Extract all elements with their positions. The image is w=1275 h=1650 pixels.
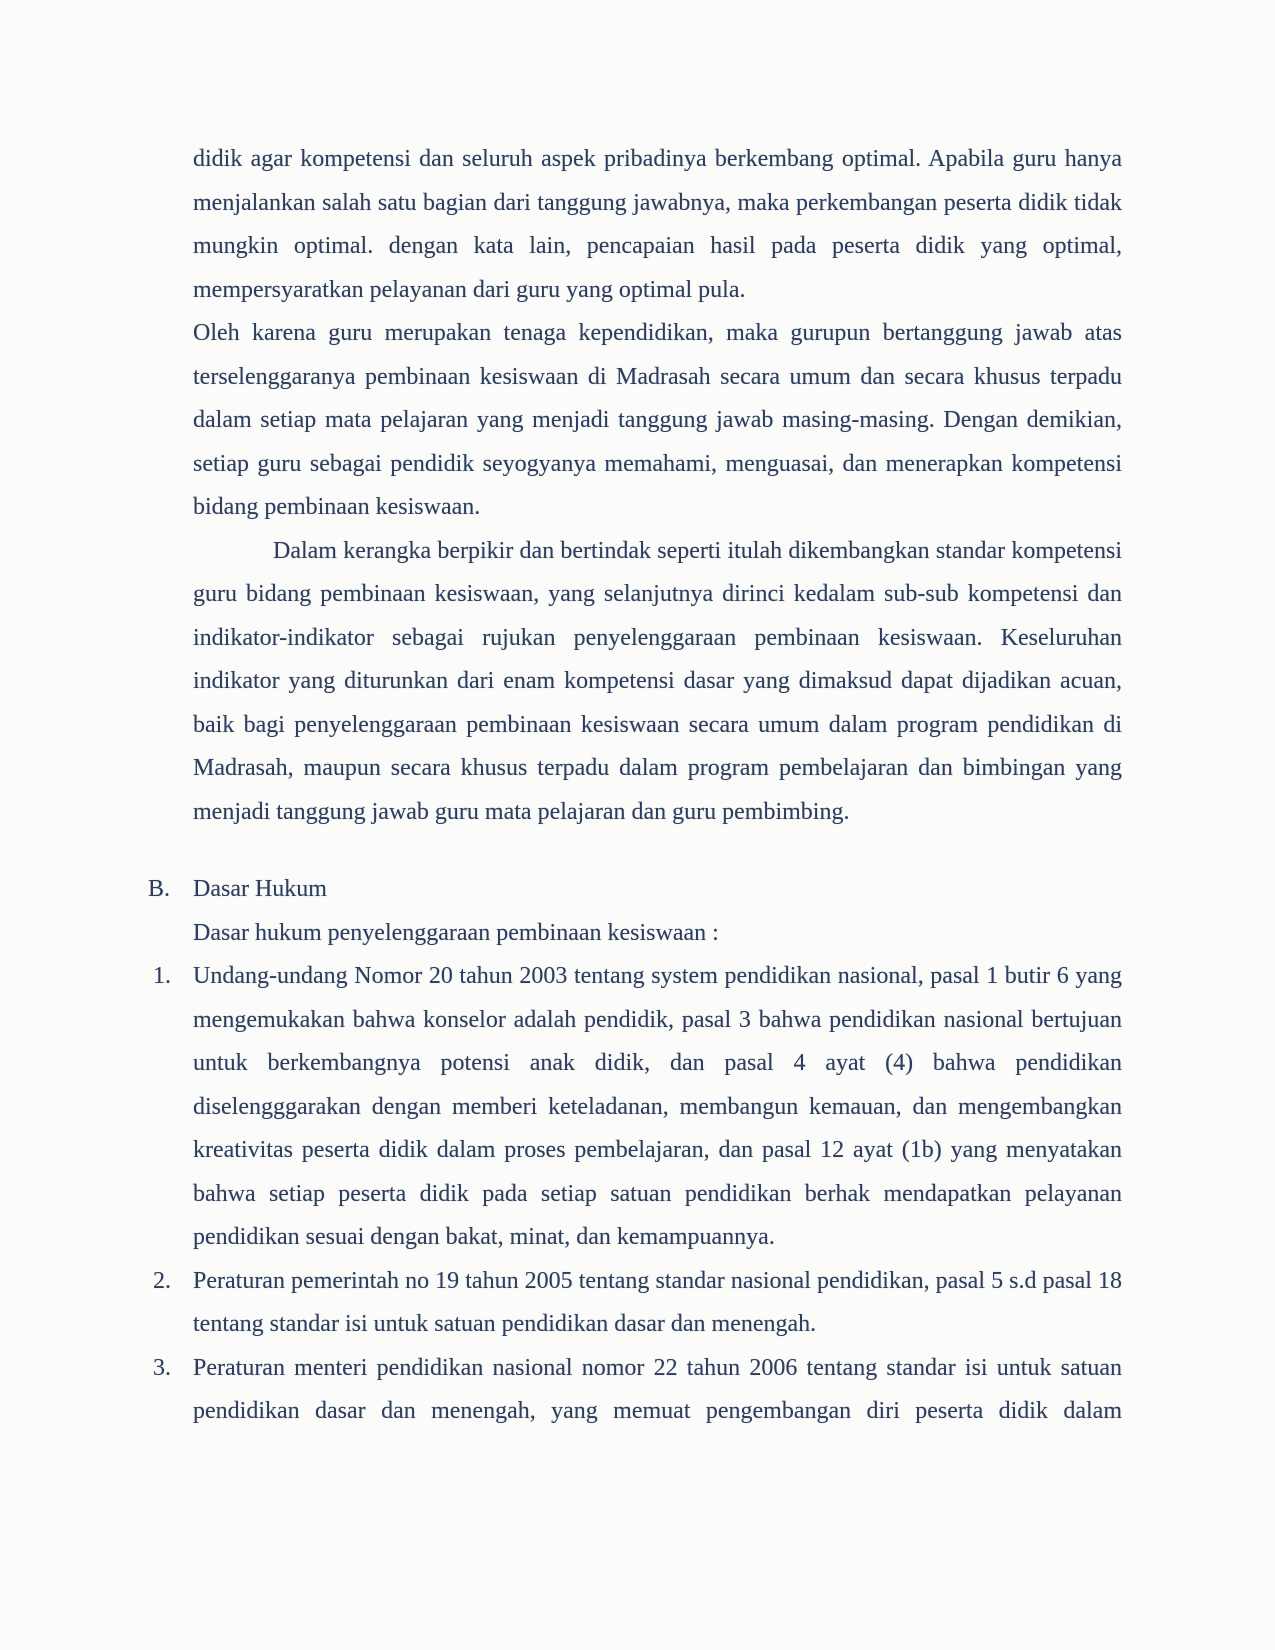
legal-item-1 <box>153 955 1122 1260</box>
legal-item-1-text: Undang-undang Nomor 20 tahun 2003 tentang system pendidikan nasional, pasal 1 butir 6 yang mengemukakan bahwa konselor adalah pendidik, pasal 3 bahwa pendidikan nasional bertujuan untuk berkembangnya potensi anak didik, dan pasal 4 ayat (4) bahwa pendidikan diselengggarakan dengan memberi keteladanan, membangun kemauan, dan mengembangkan kreativitas peserta didik dalam proses pembelajaran, dan pasal 12 ayat (1b) yang menyatakan bahwa setiap peserta didik pada setiap satuan pendidikan berhak mendapatkan pelayanan pendidikan sesuai dengan bakat, minat, dan kemampuannya. <box>193 963 1122 1250</box>
legal-item-3 <box>153 1347 1122 1434</box>
section-title: Dasar Hukum <box>193 876 327 902</box>
legal-item-2-number: 2. <box>153 1267 171 1294</box>
legal-item-2 <box>153 1260 1122 1347</box>
paragraph-kerangka-berpikir: Dalam kerangka berpikir dan bertindak seperti itulah dikembangkan standar kompetensi guru bidang pembinaan kesiswaan, yang selanjutnya dirinci kedalam sub-sub kompetensi dan indikator-indikator sebagai rujukan penyelenggaraan pembinaan kesiswaan. Keseluruhan indikator yang diturunkan dari enam kompetensi dasar yang dimaksud dapat dijadikan acuan, baik bagi penyelenggaraan pembinaan kesiswaan secara umum dalam program pendidikan di Madrasah, maupun secara khusus terpadu dalam program pembelajaran dan bimbingan yang menjadi tanggung jawab guru mata pelajaran dan guru pembimbing. <box>193 537 1122 825</box>
legal-item-3-text: Peraturan menteri pendidikan nasional nomor 22 tahun 2006 tentang standar isi untuk satuan pendidikan dasar dan menengah, yang memuat pengembangan diri peserta didik dalam <box>193 1354 1122 1424</box>
legal-basis-list <box>153 955 1122 1434</box>
paragraph-continuation: didik agar kompetensi dan seluruh aspek pribadinya berkembang optimal. Apabila guru hanya menjalankan salah satu bagian dari tanggung jawabnya, maka perkembangan peserta didik tidak mungkin optimal. dengan kata lain, pencapaian hasil pada peserta didik yang optimal, mempersyaratkan pelayanan dari guru yang optimal pula. <box>193 146 1122 303</box>
legal-item-3-number: 3. <box>153 1354 171 1381</box>
legal-item-2-text: Peraturan pemerintah no 19 tahun 2005 tentang standar nasional pendidikan, pasal 5 s.d pasal 18 tentang standar isi untuk satuan pendidikan dasar dan menengah. <box>193 1267 1122 1337</box>
section-heading <box>148 868 1122 912</box>
section-intro: Dasar hukum penyelenggaraan pembinaan kesiswaan : <box>193 919 719 946</box>
section-label: B. <box>148 876 171 902</box>
paragraph-guru-tanggung-jawab: Oleh karena guru merupakan tenaga kependidikan, maka gurupun bertanggung jawab atas terselenggaranya pembinaan kesiswaan di Madrasah secara umum dan secara khusus terpadu dalam setiap mata pelajaran yang menjadi tanggung jawab masing-masing. Dengan demikian, setiap guru sebagai pendidik seyogyanya memahami, menguasai, dan menerapkan kompetensi bidang pembinaan kesiswaan. <box>193 320 1122 520</box>
legal-item-1-number: 1. <box>153 963 171 989</box>
